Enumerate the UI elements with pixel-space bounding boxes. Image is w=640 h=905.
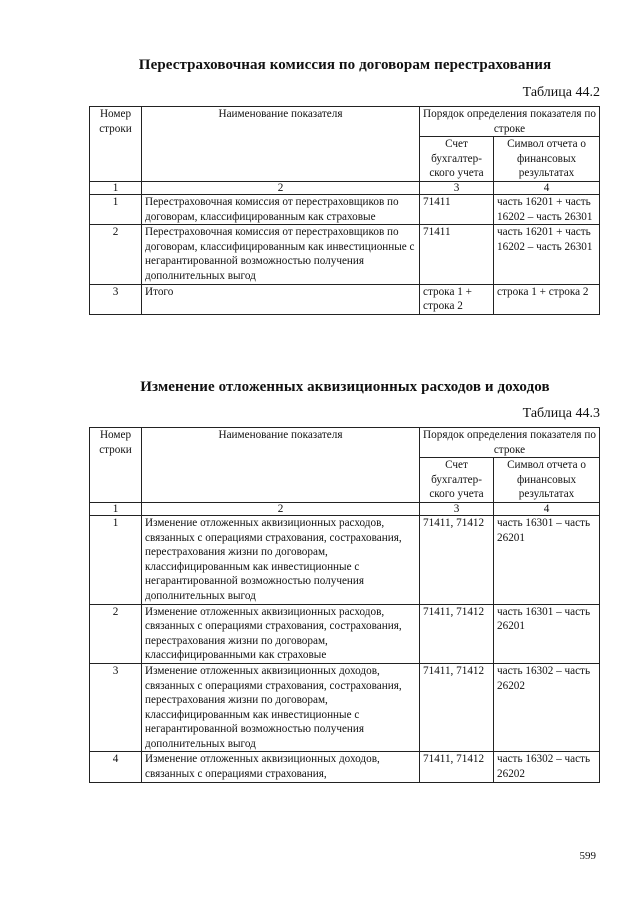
row-account: 71411, 71412: [420, 663, 494, 752]
table2-colnum: 3: [420, 502, 494, 515]
row-symbol: часть 16201 + часть 16202 – часть 26301: [494, 225, 600, 284]
row-name: Перестраховочная комиссия от перестраховщиков по договорам, классифицированным как инвестиционные с негарантированной возможностью получения дополнительных выгод: [142, 225, 420, 284]
table2-header-row-no: Номер строки: [90, 428, 142, 503]
table1-column-numbers: [90, 181, 600, 194]
row-number: 3: [90, 663, 142, 752]
table1-label: Таблица 44.2: [522, 85, 600, 100]
row-name: Изменение отложенных аквизиционных расходов, связанных с операциями страхования, сострахования, перестрахования жизни по договорам, классифицированными как страховые: [142, 604, 420, 663]
row-number: 4: [90, 752, 142, 782]
row-number: 2: [90, 225, 142, 284]
row-symbol: часть 16301 – часть 26201: [494, 604, 600, 663]
table-row: [90, 515, 600, 604]
row-account: 71411, 71412: [420, 515, 494, 604]
row-name: Изменение отложенных аквизиционных доходов, связанных с операциями страхования,: [142, 752, 420, 782]
table1-header-account: Счет бухгалтер-ского учета: [420, 137, 494, 182]
row-account: 71411: [420, 194, 494, 224]
row-account: строка 1 + строка 2: [420, 284, 494, 314]
row-number: 2: [90, 604, 142, 663]
table1-colnum: 4: [494, 181, 600, 194]
table1-header-row-no: Номер строки: [90, 107, 142, 182]
table2-header-name: Наименование показателя: [142, 428, 420, 503]
table1: [89, 106, 600, 315]
table2-column-numbers: [90, 502, 600, 515]
table1-colnum: 2: [142, 181, 420, 194]
table2-title: Изменение отложенных аквизиционных расходов и доходов: [140, 379, 550, 395]
row-number: 1: [90, 515, 142, 604]
table1-header-name: Наименование показателя: [142, 107, 420, 182]
row-number: 3: [90, 284, 142, 314]
row-account: 71411, 71412: [420, 752, 494, 782]
table1-colnum: 3: [420, 181, 494, 194]
row-name: Перестраховочная комиссия от перестраховщиков по договорам, классифицированным как страховые: [142, 194, 420, 224]
table2-colnum: 2: [142, 502, 420, 515]
table1-header-procedure: Порядок определения показателя по строке: [420, 107, 600, 137]
row-symbol: часть 16302 – часть 26202: [494, 752, 600, 782]
row-symbol: часть 16201 + часть 16202 – часть 26301: [494, 194, 600, 224]
row-name: Изменение отложенных аквизиционных расходов, связанных с операциями страхования, сострахования, перестрахования жизни по договорам, классифицированным как инвестиционные с негарантированной возможностью получения дополнительных выгод: [142, 515, 420, 604]
row-number: 1: [90, 194, 142, 224]
table-row: [90, 284, 600, 314]
row-account: 71411: [420, 225, 494, 284]
table1-header-symbol: Символ отчета о финансовых результатах: [494, 137, 600, 182]
table2-colnum: 1: [90, 502, 142, 515]
table-row: [90, 752, 600, 782]
table2-header-account: Счет бухгалтер-ского учета: [420, 458, 494, 503]
page-number: 599: [579, 850, 596, 862]
row-symbol: строка 1 + строка 2: [494, 284, 600, 314]
table-row: [90, 194, 600, 224]
row-name: Итого: [142, 284, 420, 314]
table2-header-symbol: Символ отчета о финансовых результатах: [494, 458, 600, 503]
table2-header-procedure: Порядок определения показателя по строке: [420, 428, 600, 458]
table1-colnum: 1: [90, 181, 142, 194]
table1-title: Перестраховочная комиссия по договорам перестрахования: [138, 57, 552, 73]
row-symbol: часть 16301 – часть 26201: [494, 515, 600, 604]
row-account: 71411, 71412: [420, 604, 494, 663]
table2: [89, 427, 600, 783]
table2-label: Таблица 44.3: [522, 406, 600, 421]
row-symbol: часть 16302 – часть 26202: [494, 663, 600, 752]
table-row: [90, 225, 600, 284]
table-row: [90, 604, 600, 663]
row-name: Изменение отложенных аквизиционных доходов, связанных с операциями страхования, сострахования, перестрахования жизни по договорам, классифицированным как инвестиционные с негарантированной возможностью получения дополнительных выгод: [142, 663, 420, 752]
table-row: [90, 663, 600, 752]
table2-colnum: 4: [494, 502, 600, 515]
